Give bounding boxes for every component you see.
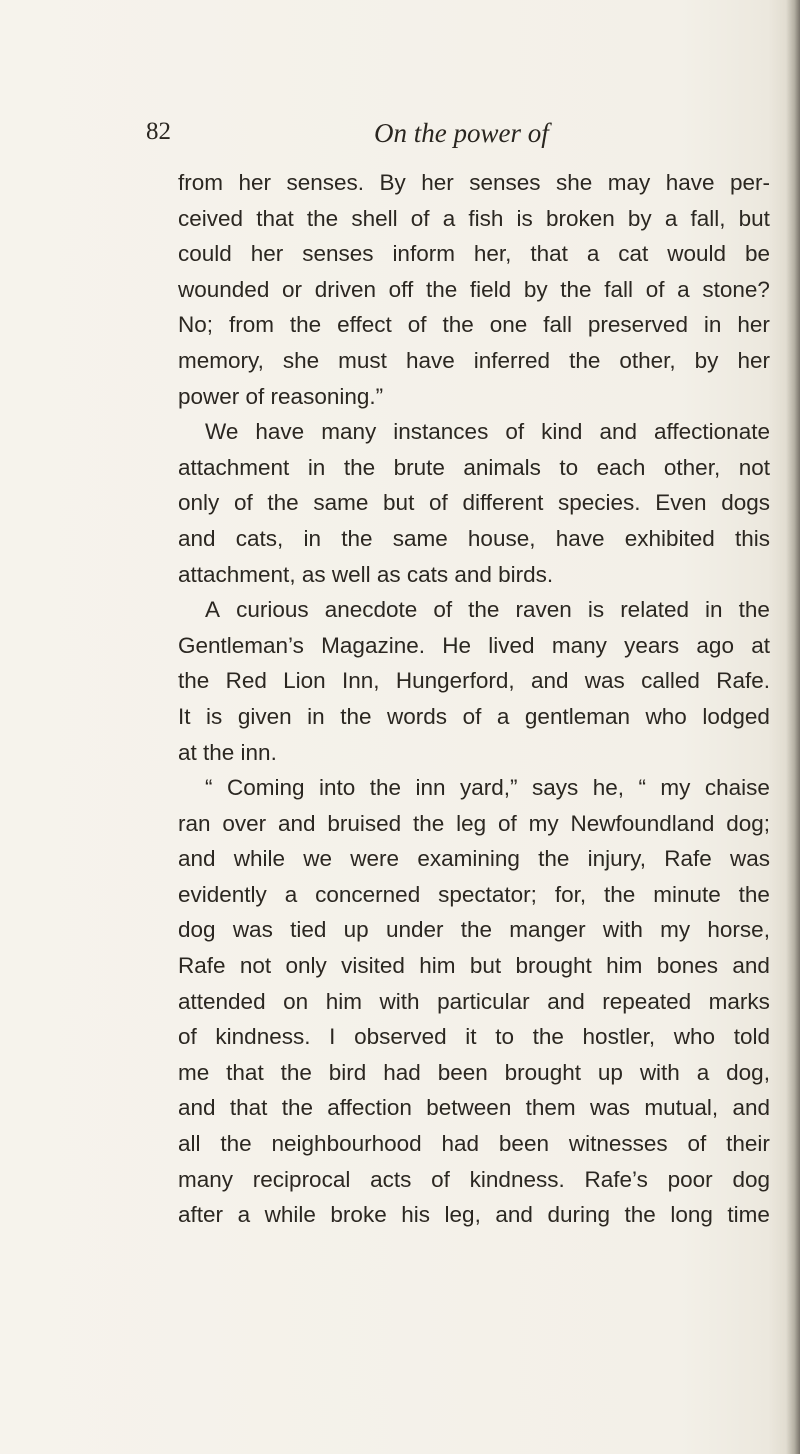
text-line: ran over and bruised the leg of my Newfoundland dog; — [178, 810, 770, 836]
text-line: many reciprocal acts of kindness. Rafe’s poor dog — [178, 1166, 770, 1192]
text-line: only of the same but of different species. Even dogs — [178, 490, 770, 516]
running-title: On the power of — [374, 118, 549, 148]
text-line: after a while broke his leg, and during the long time — [178, 1202, 770, 1228]
text-line: me that the bird had been brought up with a dog, — [178, 1059, 770, 1085]
text-line: attachment, as well as cats and birds. — [178, 561, 554, 587]
text-line: and while we were examining the injury, Rafe was — [178, 846, 770, 872]
text-line: We have many instances of kind and affectionate — [205, 419, 770, 445]
page-edge-shadow — [786, 0, 800, 1454]
body-text — [178, 165, 770, 1233]
text-line: power of reasoning.” — [178, 383, 384, 409]
text-line: of kindness. I observed it to the hostler, who told — [178, 1024, 770, 1050]
text-line: It is given in the words of a gentleman who lodged — [178, 703, 770, 729]
text-line: dog was tied up under the manger with my horse, — [178, 917, 770, 943]
text-line: memory, she must have inferred the other, by her — [178, 347, 770, 373]
page-number: 82 — [146, 118, 171, 145]
text-line: the Red Lion Inn, Hungerford, and was called Rafe. — [178, 668, 770, 694]
text-line: A curious anecdote of the raven is related in the — [205, 597, 770, 623]
page-header — [146, 118, 746, 158]
text-line: ceived that the shell of a fish is broken by a fall, but — [178, 205, 770, 231]
text-line: Gentleman’s Magazine. He lived many years ago at — [178, 632, 770, 658]
text-line: from her senses. By her senses she may have per- — [178, 170, 770, 195]
text-line: at the inn. — [178, 739, 277, 765]
text-line: evidently a concerned spectator; for, the minute the — [178, 881, 770, 907]
text-line: wounded or driven off the field by the fall of a stone? — [178, 276, 770, 302]
text-line: No; from the effect of the one fall preserved in her — [178, 312, 770, 338]
text-line: attended on him with particular and repeated marks — [178, 988, 770, 1014]
text-line: and cats, in the same house, have exhibited this — [178, 525, 770, 551]
text-line: “ Coming into the inn yard,” says he, “ my chaise — [205, 775, 770, 801]
text-line: could her senses inform her, that a cat would be — [178, 241, 770, 267]
text-line: and that the affection between them was mutual, and — [178, 1095, 770, 1121]
text-line: Rafe not only visited him but brought him bones and — [178, 953, 770, 979]
text-line: all the neighbourhood had been witnesses of their — [178, 1131, 770, 1157]
text-line: attachment in the brute animals to each other, not — [178, 454, 770, 480]
